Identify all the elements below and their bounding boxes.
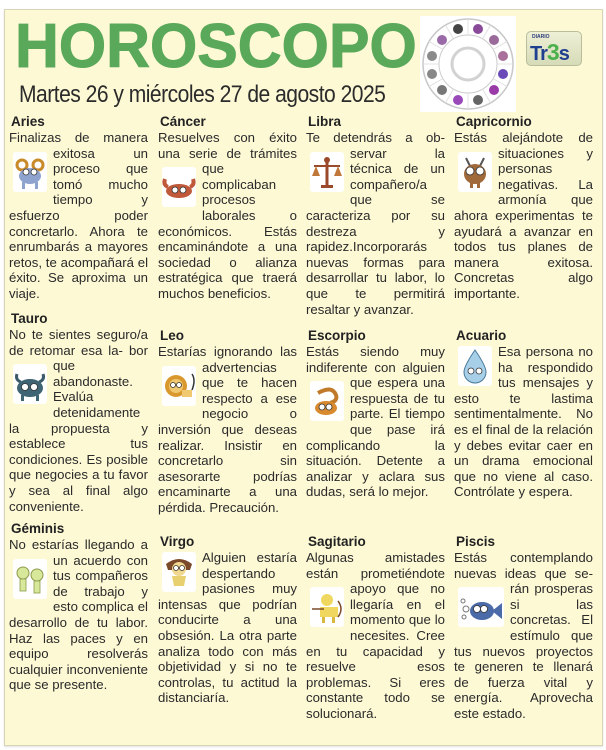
sign-title: Acuario (456, 328, 507, 343)
sign-sagitario (306, 534, 445, 722)
logo-brand-pre: Tr (530, 43, 547, 65)
sign-intro: No estarías llegando (9, 537, 135, 552)
logo-brand-three: 3 (546, 39, 559, 65)
logo-brand (530, 39, 569, 66)
sign-title: Piscis (456, 534, 496, 549)
sign-intro: Estás contemplando nuevas ideas que se- (454, 550, 593, 581)
sign-intro: No te sientes seguro/a de retomar esa la- (9, 327, 148, 358)
sign-aries (9, 114, 148, 302)
sign-intro: Finalizas de manera (9, 130, 148, 145)
sign-intro: Resuelves con éxito una serie de trámites (158, 130, 297, 161)
sign-libra (306, 114, 445, 317)
sign-title: Sagitario (308, 534, 366, 549)
sign-text: servar la técnica de un compañero/a que se caracteriza por su destreza y rapidez.Incorporarás nuevas formas para desarrollar tu labor, lo que te permitirá resaltar y avanzar. (306, 145, 445, 317)
scorpion-icon (310, 381, 344, 421)
sign-text: exitosa un proceso que tomó mucho tiempo y esfuerzo poder concretarlo. Ahora te enrumbarás a mayores retos, te acompañará el éxito. Se aproxima un viaje. (9, 145, 148, 301)
sign-text: Esa persona no ha respondido tus mensajes y esto te lastima sentimentalmente. No es el final de la relación y debes evitar caer en un drama emocional que no viene al caso. Contrólate y espera. (454, 344, 593, 500)
goat-icon (458, 152, 492, 192)
sign-escorpio (306, 328, 445, 500)
scales-icon (310, 152, 344, 192)
sign-text: que complicaban procesos laborales o económicos. Estás encaminándote a una sociedad o alianza estratégica que traerá muchos beneficios. (158, 161, 297, 301)
sign-title: Leo (160, 328, 185, 343)
sign-text: apoyo que no llegaría en el momento que lo necesites. Cree en tu capacidad y resuelve esos problemas. Si eres constante todo se solucionará. (306, 581, 445, 721)
sign-title: Capricornio (456, 114, 532, 129)
sign-text: Alguien estaría despertando pasiones muy intensas que podrían conducirte a una obsesión. La otra parte analiza todo con más objetividad y si no te controlas, tu actitud la distanciaría. (158, 550, 297, 706)
water-drop-icon (458, 346, 492, 386)
sign-title: Aries (11, 114, 45, 129)
sign-piscis (454, 534, 593, 722)
sign-title: Libra (308, 114, 342, 129)
archer-icon (310, 587, 344, 627)
sign-intro: Estarías ignorando (158, 344, 273, 359)
fish-icon (458, 587, 504, 627)
sign-intro: Estás siendo muy indiferente con alguien (306, 344, 445, 375)
sign-text: situaciones y personas negativas. La armonía que ahora experimentas te ayudará a avanzar en todos tus planes de manera exitosa. Concretas algo importante. (454, 145, 593, 301)
ram-icon (13, 152, 47, 192)
sign-text: rán prosperas si las concretas. El estímulo que tus nuevos proyectos te generen te llenará de fuerza vital y energía. Aprovecha este estado. (454, 581, 593, 721)
sign-text: que espera una respuesta de tu parte. El tiempo que pase irá complicando la situación. Detente a analizar y aclara sus dudas, será lo mejor. (306, 375, 445, 500)
zodiac-wheel-icon (420, 16, 516, 112)
logo-small-text: DIARIO (532, 34, 550, 40)
sign-intro: Te detendrás a ob- (306, 130, 445, 145)
sign-title: Escorpio (308, 328, 366, 343)
sign-tauro (9, 311, 148, 514)
sign-text: a un acuerdo con tus compañeros de trabajo y esto complica el desarrollo de tu labor. Haz las paces y en equipo resolverás cualquier inconveniente que se presente. (9, 537, 148, 693)
logo-brand-post: s (558, 43, 569, 65)
sign-title: Cáncer (160, 114, 206, 129)
sign-text: las advertencias que te hacen respecto a ese negocio o inversión que deseas realizar. Insistir en concretarlo sin asesorarte podrías encaminarte a una pérdida. Precaución. (158, 344, 297, 515)
horoscope-panel (4, 9, 603, 746)
sign-virgo (158, 534, 297, 706)
sign-acuario (454, 328, 593, 500)
page-title: HOROSCOPO (15, 12, 417, 81)
lion-icon (162, 366, 196, 406)
sign-capricornio (454, 114, 593, 302)
maiden-icon (162, 552, 196, 592)
sign-title: Virgo (160, 534, 195, 549)
sign-leo (158, 328, 297, 516)
crab-icon (162, 167, 196, 207)
zodiac-wheel-image (420, 16, 516, 112)
sign-intro: Estás alejándote de (454, 130, 593, 145)
sign-intro: Algunas amistades están prometiéndote (306, 550, 445, 581)
bull-icon (13, 364, 47, 404)
diario-tres-logo (526, 31, 582, 66)
sign-title: Tauro (11, 311, 48, 326)
sign-cancer (158, 114, 297, 302)
sign-text: bor que abandonaste. Evalúa detenidamente la propuesta y establece tus condiciones. Es posible que negocies a tu favor y sea al final algo conveniente. (9, 342, 148, 514)
sign-geminis (9, 521, 148, 693)
twins-icon (13, 559, 47, 599)
date-subtitle: Martes 26 y miércoles 27 de agosto 2025 (19, 81, 386, 108)
sign-title: Géminis (11, 521, 65, 536)
